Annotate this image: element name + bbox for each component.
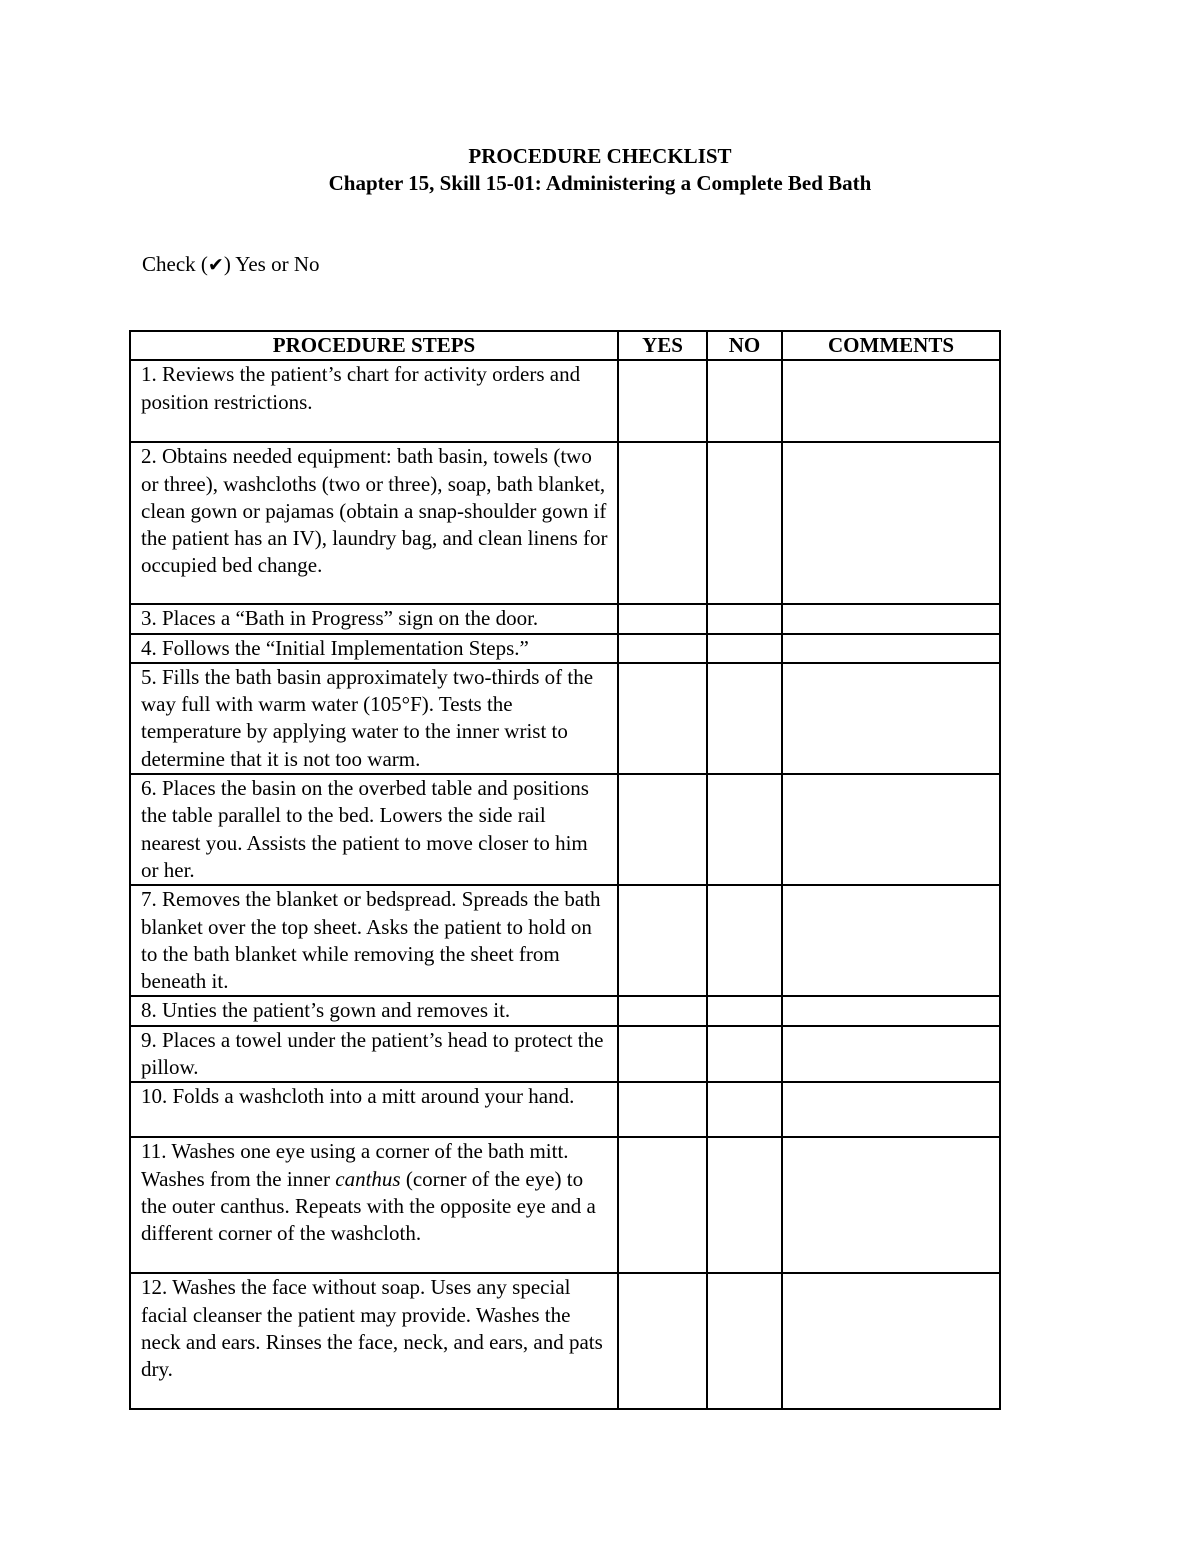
comments-cell[interactable] [782,1026,1000,1083]
step-cell [130,1273,618,1409]
step-text: 2. Obtains needed equipment: bath basin, towels (two or three), washcloths (two or three), soap, bath blanket, clean gown or pajamas (obtain a snap-shoulder gown if the patient has an IV), laundry bag, and clean linens for occupied bed change. [141,444,608,578]
no-cell[interactable] [707,1026,782,1083]
comments-cell[interactable] [782,604,1000,633]
yes-cell[interactable] [618,360,707,442]
step-cell [130,996,618,1025]
comments-cell[interactable] [782,885,1000,996]
yes-cell[interactable] [618,634,707,663]
step-cell [130,1026,618,1083]
page-subtitle: Chapter 15, Skill 15-01: Administering a Complete Bed Bath [328,171,872,195]
no-cell[interactable] [707,663,782,774]
step-cell [130,360,618,442]
step-text: 10. Folds a washcloth into a mitt around your hand. [141,1084,575,1109]
no-cell[interactable] [707,1082,782,1137]
step-text: 6. Places the basin on the overbed table and positions the table parallel to the bed. Lowers the side rail nearest you. Assists the patient to move closer to him or her. [141,776,589,882]
step-text-italic-term: canthus [335,1166,401,1191]
yes-cell[interactable] [618,604,707,633]
page-title: PROCEDURE CHECKLIST [468,144,732,168]
comments-cell[interactable] [782,663,1000,774]
yes-cell[interactable] [618,1082,707,1137]
comments-cell[interactable] [782,774,1000,885]
yes-cell[interactable] [618,1137,707,1273]
table-row [130,1026,1000,1083]
step-text: 12. Washes the face without soap. Uses any special facial cleanser the patient may provide. Washes the neck and ears. Rinses the face, neck, and ears, and pats dry. [141,1275,603,1382]
step-text: 7. Removes the blanket or bedspread. Spreads the bath blanket over the top sheet. Asks the patient to hold on to the bath blanket while removing the sheet from beneath it. [141,887,601,994]
no-cell[interactable] [707,1273,782,1409]
step-text-part: 11. Washes one eye using a corner of the bath mitt. Washes from the inner [141,1139,569,1191]
header-no: NO [707,331,782,360]
step-text: 8. Unties the patient’s gown and removes it. [141,998,511,1023]
header-procedure-steps: PROCEDURE STEPS [130,331,618,360]
yes-cell[interactable] [618,996,707,1025]
no-cell[interactable] [707,604,782,633]
table-row [130,604,1000,633]
table-row [130,1137,1000,1273]
step-cell [130,604,618,633]
comments-cell[interactable] [782,634,1000,663]
no-cell[interactable] [707,774,782,885]
step-cell [130,442,618,604]
step-text: 5. Fills the bath basin approximately two-thirds of the way full with warm water (105°F). Tests the temperature by applying water to the inner wrist to determine that it is not too warm. [141,664,594,771]
step-cell [130,1082,618,1137]
table-row [130,996,1000,1025]
step-cell [130,634,618,663]
check-instruction [142,251,320,279]
step-cell [130,663,618,774]
instruction-prefix: Check ( [142,252,208,276]
instruction-suffix: ) Yes or No [223,252,320,276]
step-text: 9. Places a towel under the patient’s head to protect the pillow. [141,1027,604,1080]
yes-cell[interactable] [618,663,707,774]
yes-cell[interactable] [618,1026,707,1083]
table-row [130,360,1000,442]
table-row [130,774,1000,885]
step-text-part: (corner of the eye) to the outer canthus. Repeats with the opposite eye and a different corner of the washcloth. [141,1166,596,1246]
no-cell[interactable] [707,360,782,442]
check-mark-icon: ✔ [207,254,224,276]
yes-cell[interactable] [618,442,707,604]
comments-cell[interactable] [782,1273,1000,1409]
comments-cell[interactable] [782,996,1000,1025]
yes-cell[interactable] [618,885,707,996]
header-comments: COMMENTS [782,331,1000,360]
step-cell [130,774,618,885]
comments-cell[interactable] [782,1137,1000,1273]
no-cell[interactable] [707,634,782,663]
comments-cell[interactable] [782,442,1000,604]
step-text: 3. Places a “Bath in Progress” sign on the door. [141,606,539,631]
table-header-row [130,331,1000,360]
no-cell[interactable] [707,442,782,604]
step-text [141,1138,609,1247]
table-row [130,442,1000,604]
step-text: 4. Follows the “Initial Implementation Steps.” [141,635,529,660]
comments-cell[interactable] [782,360,1000,442]
table-row [130,663,1000,774]
table-row [130,634,1000,663]
no-cell[interactable] [707,996,782,1025]
step-cell [130,885,618,996]
yes-cell[interactable] [618,774,707,885]
procedure-checklist-table [129,330,1001,1410]
table-row [130,1273,1000,1409]
step-text: 1. Reviews the patient’s chart for activity orders and position restrictions. [141,362,581,414]
step-cell [130,1137,618,1273]
table-row [130,885,1000,996]
no-cell[interactable] [707,885,782,996]
no-cell[interactable] [707,1137,782,1273]
table-row [130,1082,1000,1137]
header-yes: YES [618,331,707,360]
yes-cell[interactable] [618,1273,707,1409]
comments-cell[interactable] [782,1082,1000,1137]
